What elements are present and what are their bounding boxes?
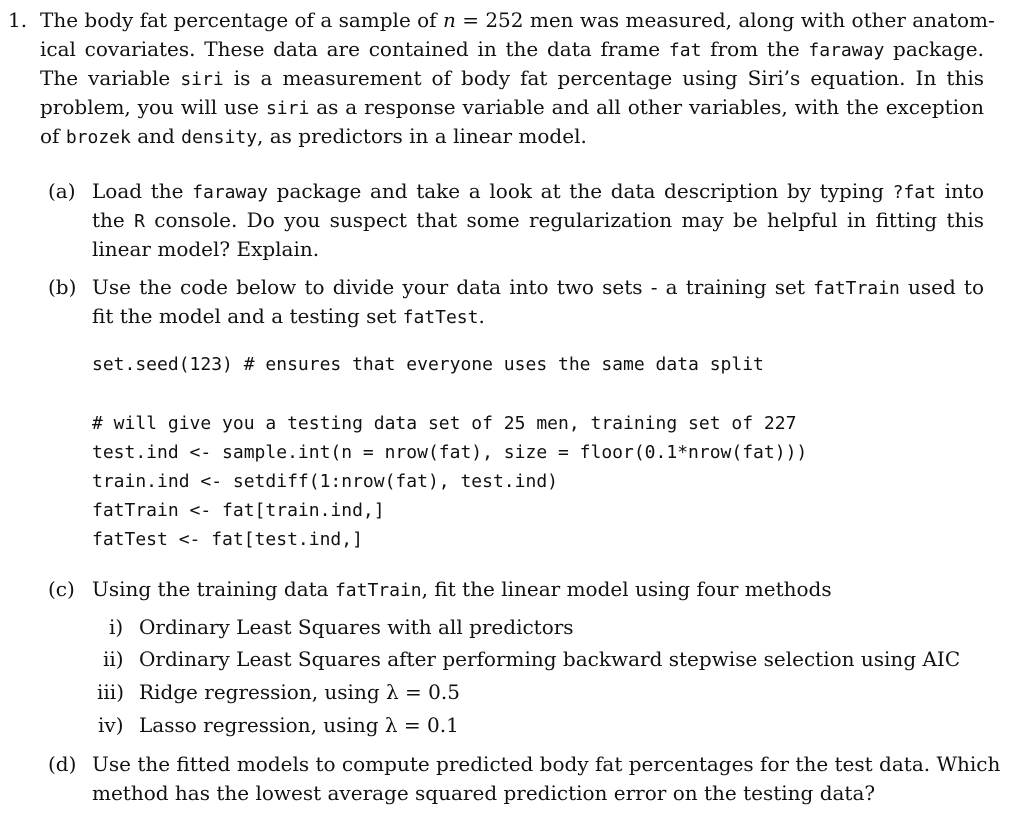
code-line-5: train.ind <- setdiff(1:nrow(fat), test.ind) (92, 471, 558, 492)
intro-line-5: of brozek and density, as predictors in a linear model. (40, 124, 587, 148)
intro-line-4: problem, you will use siri as a response variable and all other variables, with the exception (40, 95, 985, 119)
part-d-line-2: method has the lowest average squared prediction error on the testing data? (92, 781, 876, 805)
part-c-item-4-text: Lasso regression, using λ = 0.1 (139, 713, 459, 737)
part-d-label: (d) (48, 752, 77, 776)
part-c-item-3-label: iii) (97, 680, 124, 704)
part-c-item-3-text: Ridge regression, using λ = 0.5 (139, 680, 460, 704)
code-line-1: set.seed(123) # ensures that everyone uses the same data split (92, 354, 764, 375)
code-line-4: test.ind <- sample.int(n = nrow(fat), size = floor(0.1*nrow(fat))) (92, 442, 808, 463)
part-a-label: (a) (48, 179, 76, 203)
intro-line-2: ical covariates. These data are contained in the data frame fat from the faraway package. (40, 37, 985, 61)
part-c-item-1-label: i) (109, 615, 124, 639)
part-b-label: (b) (48, 275, 77, 299)
part-a-line-2: the R console. Do you suspect that some regularization may be helpful in fitting this (92, 208, 984, 232)
part-d-line-1: Use the fitted models to compute predicted body fat percentages for the test data. Which (92, 752, 1001, 776)
part-c-label: (c) (48, 577, 75, 601)
part-b-line-2: fit the model and a testing set fatTest. (92, 304, 485, 328)
part-c-item-4-label: iv) (98, 713, 124, 737)
intro-line-3: The variable siri is a measurement of body fat percentage using Siri’s equation. In this (40, 66, 984, 90)
part-c-item-2-text: Ordinary Least Squares after performing backward stepwise selection using AIC (139, 647, 961, 671)
part-b-line-1: Use the code below to divide your data into two sets - a training set fatTrain used to (92, 275, 984, 299)
intro-line-1: The body fat percentage of a sample of n = 252 men was measured, along with other anatom- (40, 8, 995, 32)
part-c-item-2-label: ii) (103, 647, 124, 671)
part-a-line-3: linear model? Explain. (92, 237, 320, 261)
code-line-7: fatTest <- fat[test.ind,] (92, 529, 363, 550)
part-a-line-1: Load the faraway package and take a look at the data description by typing ?fat into (92, 179, 984, 203)
part-c-line-1: Using the training data fatTrain, fit the linear model using four methods (92, 577, 832, 601)
problem-number: 1. (8, 8, 28, 32)
part-c-item-1-text: Ordinary Least Squares with all predictors (139, 615, 574, 639)
code-line-3: # will give you a testing data set of 25 men, training set of 227 (92, 413, 797, 434)
code-line-6: fatTrain <- fat[train.ind,] (92, 500, 385, 521)
